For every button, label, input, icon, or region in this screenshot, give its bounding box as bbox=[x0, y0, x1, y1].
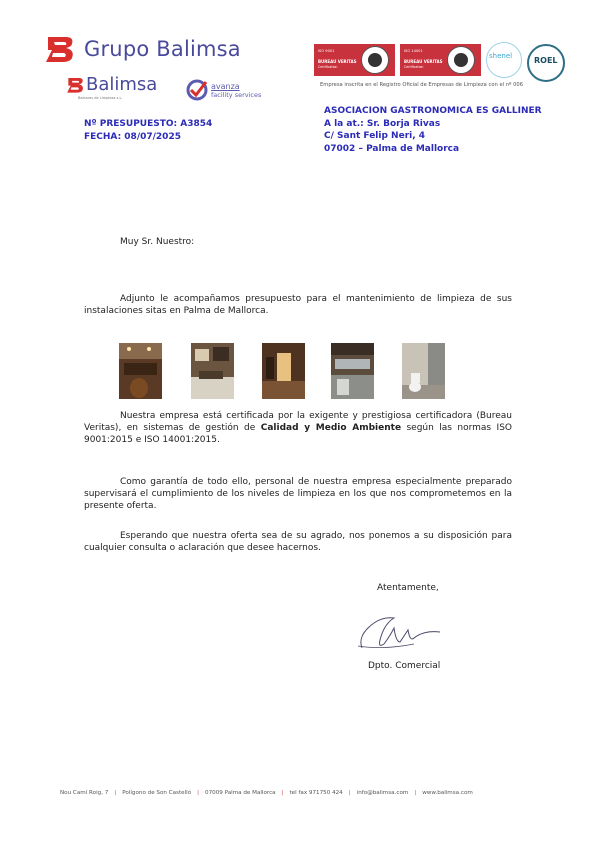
footer-phone: tel fax 971750 424 bbox=[289, 790, 343, 796]
shenel-logo: shenel bbox=[486, 42, 522, 78]
footer-email: info@balimsa.com bbox=[356, 790, 409, 796]
paragraph-guarantee: Como garantía de todo ello, personal de nuestra empresa especialmente preparado supervisará el cumplimiento de los niveles de limpieza en los que nos comprometemos en la presente oferta. bbox=[84, 477, 512, 511]
avanza-sub: facility services bbox=[211, 90, 262, 99]
reference-block bbox=[84, 118, 212, 143]
footer-area: Polígono de Son Castelló bbox=[122, 790, 192, 796]
recipient-attention: A la at.: Sr. Borja Rivas bbox=[324, 118, 441, 129]
paragraph-intro: Adjunto le acompañamos presupuesto para el mantenimiento de limpieza de sus instalaciones sitas en Palma de Mallorca. bbox=[84, 294, 512, 316]
group-name: Grupo Balimsa bbox=[84, 37, 241, 61]
facility-photo bbox=[262, 343, 305, 399]
facility-photo bbox=[191, 343, 234, 399]
avanza-logo bbox=[186, 79, 261, 101]
budget-number: Nº PRESUPUESTO: A3854 bbox=[84, 119, 213, 129]
recipient-street: C/ Sant Felip Neri, 4 bbox=[324, 131, 426, 141]
brand-logo bbox=[66, 74, 158, 100]
handwritten-signature bbox=[354, 608, 470, 654]
facility-photo bbox=[119, 343, 162, 399]
footer-website: www.balimsa.com bbox=[422, 790, 473, 796]
group-logo bbox=[44, 34, 241, 64]
paragraph-closing: Esperando que nuestra oferta sea de su agrado, nos ponemos a su disposición para cualquier consulta o aclaración que desee hacernos. bbox=[84, 531, 512, 553]
closing-salutation: Atentamente, bbox=[377, 583, 439, 593]
avanza-name: avanza bbox=[211, 81, 240, 91]
brand-name: Balimsa bbox=[86, 74, 158, 95]
bureau-veritas-seal-icon bbox=[361, 46, 389, 74]
facility-photo bbox=[331, 343, 374, 399]
iso-14001-badge: ISO 14001 BUREAU VERITAS Certification bbox=[400, 44, 481, 76]
footer: Nou Camí Roig, 7 | Polígono de Son Castelló | 07009 Palma de Mallorca | tel fax 971750 424 | info@balimsa.com | www.balimsa.com bbox=[60, 790, 473, 796]
recipient-name: ASOCIACION GASTRONOMICA ES GALLINER bbox=[324, 106, 542, 116]
facility-photos bbox=[119, 343, 449, 399]
recipient-block bbox=[324, 105, 542, 155]
bureau-veritas-seal-icon bbox=[447, 46, 475, 74]
paragraph-certification: Nuestra empresa está certificada por la exigente y prestigiosa certificadora (Bureau Veritas), en sistemas de gestión de Calidad y Medio Ambiente según las normas ISO 9001:2015 e ISO 14001:2015. bbox=[84, 411, 513, 445]
registry-note: Empresa inscrita en el Registro Oficial de Empresas de Limpieza con el nº 006 bbox=[320, 82, 524, 88]
footer-address: Nou Camí Roig, 7 bbox=[60, 790, 109, 796]
signature-department: Dpto. Comercial bbox=[368, 661, 441, 671]
balimsa-b-icon bbox=[44, 34, 78, 64]
roel-logo: ROEL bbox=[527, 44, 565, 82]
facility-photo bbox=[402, 343, 445, 399]
footer-city: 07009 Palma de Mallorca bbox=[205, 790, 276, 796]
brand-tagline: Baleares de Limpieza s.L. bbox=[78, 96, 123, 100]
iso-9001-badge: ISO 9001 BUREAU VERITAS Certification bbox=[314, 44, 395, 76]
quality-environment-emphasis: Calidad y Medio Ambiente bbox=[260, 423, 402, 433]
greeting: Muy Sr. Nuestro: bbox=[120, 237, 195, 247]
date: FECHA: 08/07/2025 bbox=[84, 131, 181, 142]
recipient-city: 07002 – Palma de Mallorca bbox=[324, 143, 460, 154]
checkmark-icon bbox=[186, 79, 208, 101]
balimsa-b-icon bbox=[66, 76, 86, 94]
